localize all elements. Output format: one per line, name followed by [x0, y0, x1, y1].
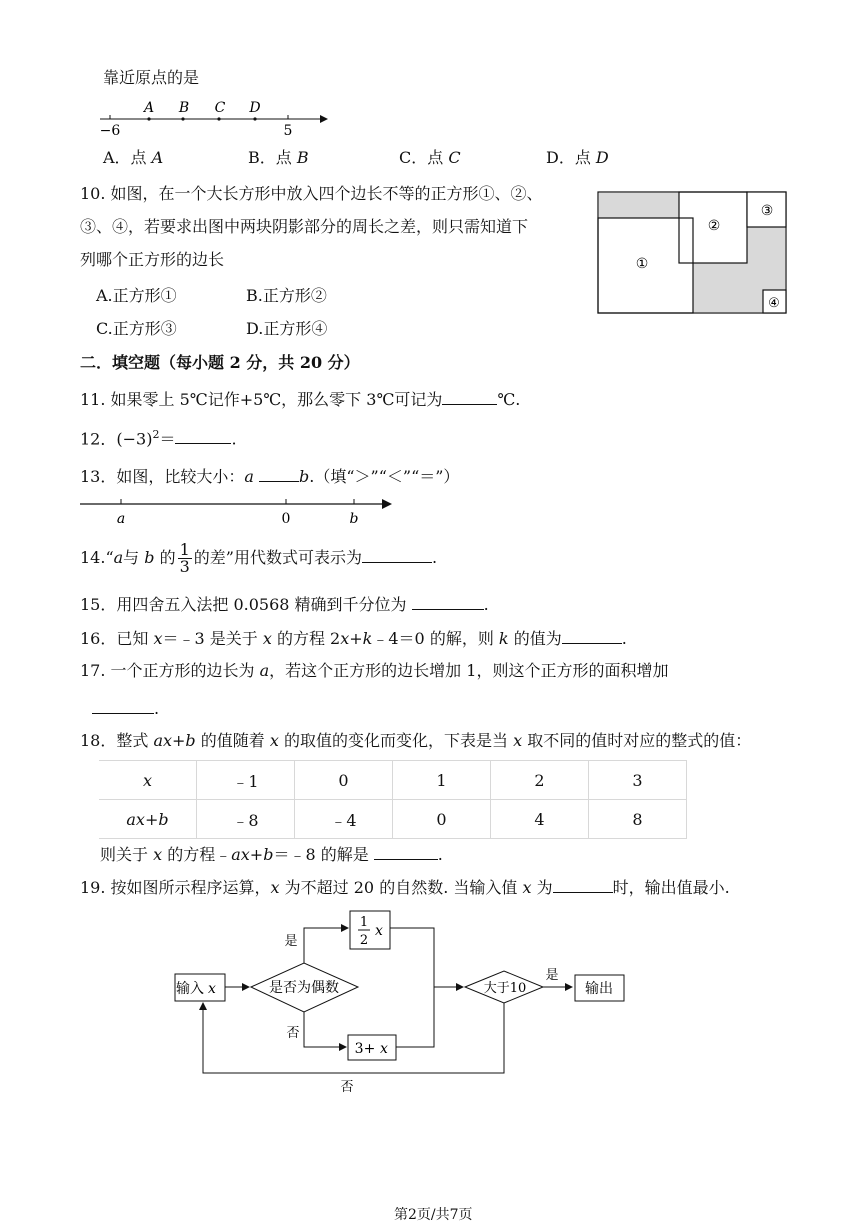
q10-line1: 10. 如图，在一个大长方形中放入四个边长不等的正方形①、②、: [80, 184, 543, 203]
output-label: 输出: [585, 981, 613, 997]
q10-option-d[interactable]: D.正方形④: [246, 319, 328, 338]
q19-answer-blank[interactable]: [553, 876, 613, 893]
q11: 11. 如果零上 5℃记作+5℃，那么零下 3℃可记为 ℃.: [80, 390, 521, 409]
q17-answer-blank[interactable]: [92, 697, 154, 714]
q10-squares-figure: [597, 191, 789, 316]
table-cell: x: [99, 761, 197, 800]
q16: 16．已知 x＝﹣3 是关于 x 的方程 2x+k﹣4＝0 的解，则 k 的值为 .: [80, 629, 627, 648]
q16-answer-blank[interactable]: [562, 627, 622, 644]
q18-answer-blank[interactable]: [374, 843, 438, 860]
table-cell: ﹣4: [295, 800, 393, 839]
q9-option-d[interactable]: D．点 D: [546, 148, 609, 167]
section-2-title: 二．填空题（每小题 2 分，共 20 分）: [80, 353, 360, 372]
no-label: 否: [286, 1026, 300, 1041]
q17-line2: .: [92, 697, 159, 719]
q10-option-a[interactable]: A.正方形①: [96, 286, 177, 305]
q19: 19. 按如图所示程序运算，x 为不超过 20 的自然数. 当输入值 x 为 时，输出值最小.: [80, 878, 730, 897]
label-4: ④: [768, 296, 780, 311]
label-b: b: [349, 511, 359, 527]
input-label: 输入: [176, 981, 204, 997]
q11-answer-blank[interactable]: [442, 388, 497, 405]
label-5: 5: [283, 123, 293, 139]
table-cell: 2: [491, 761, 589, 800]
arrow-icon: [382, 499, 392, 509]
yes-label-2: 是: [545, 968, 559, 983]
q9-option-b[interactable]: B．点 B: [248, 148, 309, 167]
svg-text:1: 1: [359, 915, 369, 930]
label-d: D: [249, 100, 261, 116]
loop-no-label: 否: [340, 1080, 354, 1095]
q17-line1: 17. 一个正方形的边长为 a，若这个正方形的边长增加 1，则这个正方形的面积增加: [80, 661, 669, 680]
q18-value-table: [99, 760, 687, 839]
q15: 15．用四舍五入法把 0.0568 精确到千分位为 .: [80, 595, 489, 614]
q14: 14.“a与 b 的 $\frac{1}{3}$ 的差”用代数式可表示为 .: [80, 540, 438, 576]
q12: 12．$(-3)^2=$ .: [80, 428, 237, 449]
point-c: [217, 117, 220, 120]
table-cell: 4: [491, 800, 589, 839]
q9-option-c[interactable]: C．点 C: [399, 148, 461, 167]
label-c: C: [214, 100, 226, 116]
table-cell: 0: [295, 761, 393, 800]
q15-answer-blank[interactable]: [412, 593, 484, 610]
page-number: 第2页/共7页: [394, 1207, 473, 1223]
svg-text:3+: 3+: [354, 1041, 376, 1057]
table-cell: 8: [589, 800, 687, 839]
yes-label: 是: [284, 934, 298, 949]
arrow-icon: [320, 115, 328, 123]
svg-text:2: 2: [359, 933, 369, 948]
q10-option-c[interactable]: C.正方形③: [96, 319, 177, 338]
q18-line2: 则关于 x 的方程﹣ax+b＝﹣8 的解是 .: [100, 845, 443, 864]
svg-text:x: x: [375, 923, 383, 939]
decision-greater-10-label: 大于10: [483, 981, 527, 996]
q9-number-line: [95, 95, 335, 140]
q9-option-a[interactable]: A．点 A: [103, 148, 164, 167]
label-neg6: −6: [99, 123, 121, 139]
q13-number-line: [78, 493, 398, 529]
q13-answer-blank[interactable]: [259, 465, 299, 482]
q19-flowchart: [165, 905, 635, 1100]
q18-line1: 18．整式 ax+b 的值随着 x 的取值的变化而变化，下表是当 x 取不同的值时对应的整式的值：: [80, 731, 752, 750]
table-row: [99, 761, 687, 800]
label-0: 0: [281, 511, 291, 527]
q10-option-b[interactable]: B.正方形②: [246, 286, 327, 305]
q9-tail-text: 靠近原点的是: [103, 68, 200, 87]
point-a: [147, 117, 150, 120]
shaded-region-top: [599, 193, 679, 218]
table-cell: 0: [393, 800, 491, 839]
label-2: ②: [707, 218, 721, 234]
label-3: ③: [760, 203, 774, 219]
input-var: x: [208, 981, 216, 997]
table-row: [99, 800, 687, 839]
q13: 13．如图，比较大小：a b.（填“＞”“＜”“＝”）: [80, 467, 460, 486]
table-cell: 1: [393, 761, 491, 800]
q10-line2: ③、④，若要求出图中两块阴影部分的周长之差，则只需知道下: [80, 217, 529, 236]
label-a: A: [143, 100, 155, 116]
q12-answer-blank[interactable]: [175, 427, 231, 444]
q10-line3: 列哪个正方形的边长: [80, 250, 225, 269]
label-1: ①: [635, 256, 649, 272]
point-b: [181, 117, 184, 120]
table-cell: 3: [589, 761, 687, 800]
label-b: B: [178, 100, 190, 116]
svg-text:x: x: [380, 1041, 388, 1057]
decision-even-label: 是否为偶数: [269, 980, 339, 996]
fraction-one-third: $\frac{1}{3}$: [179, 540, 190, 576]
table-cell: ﹣1: [197, 761, 295, 800]
q14-answer-blank[interactable]: [362, 546, 432, 563]
table-cell: ax+b: [99, 800, 197, 839]
label-a: a: [116, 511, 126, 527]
table-cell: ﹣8: [197, 800, 295, 839]
point-d: [253, 117, 256, 120]
